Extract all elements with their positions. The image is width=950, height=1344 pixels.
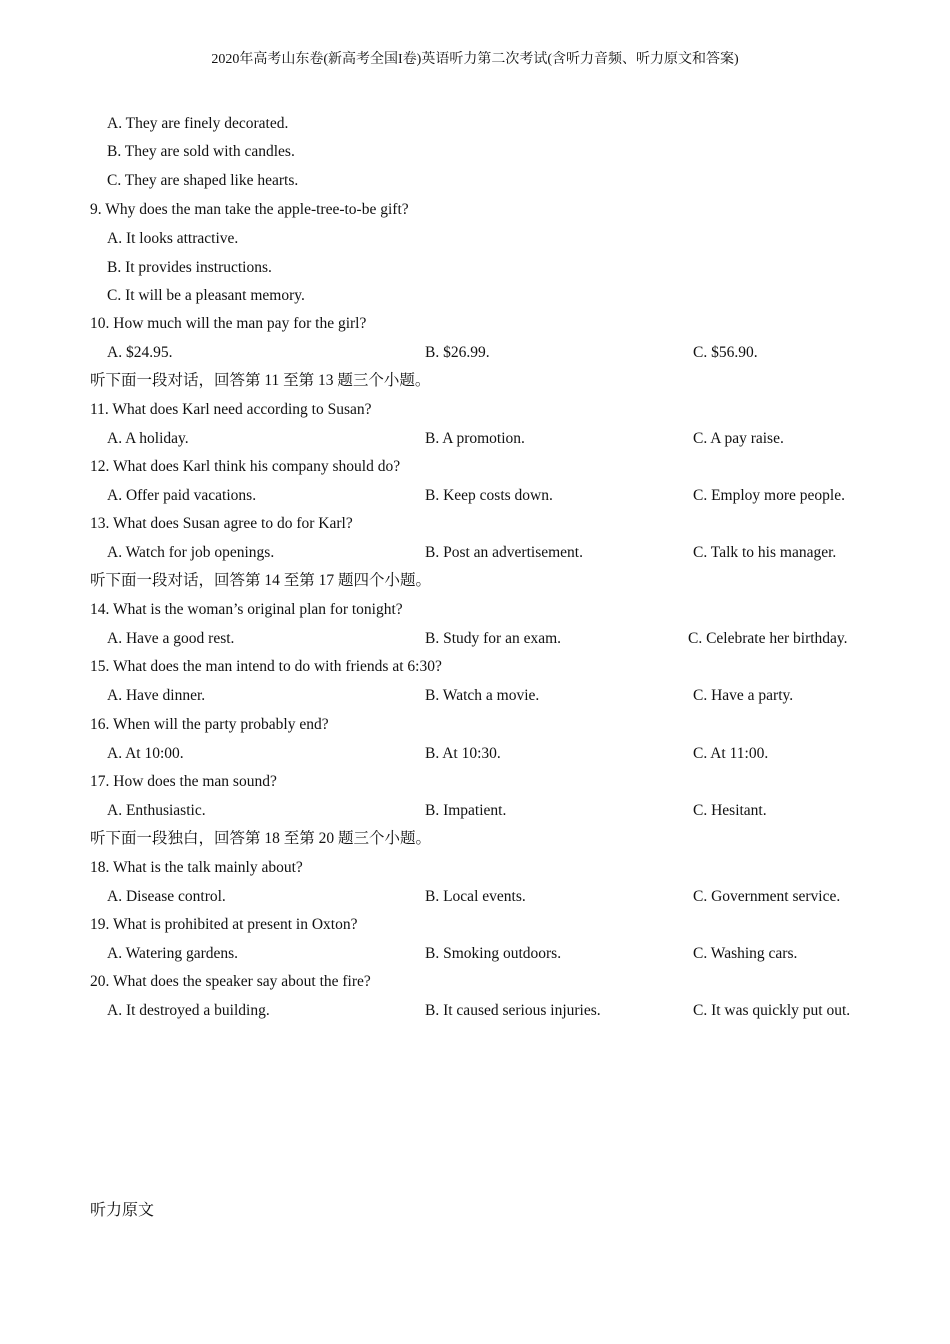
q12-option-b: B. Keep costs down. <box>425 487 553 504</box>
q13-option-c: C. Talk to his manager. <box>693 544 837 561</box>
q8-option-c: C. They are shaped like hearts. <box>107 172 299 189</box>
page-header: 2020年高考山东卷(新高考全国I卷)英语听力第二次考试(含听力音频、听力原文和答案) <box>211 52 739 67</box>
q10-option-c: C. $56.90. <box>693 344 758 361</box>
q19-option-b: B. Smoking outdoors. <box>425 945 562 962</box>
q17-question: 17. How does the man sound? <box>90 773 277 790</box>
q12-option-c: C. Employ more people. <box>693 487 845 504</box>
q12-option-a: A. Offer paid vacations. <box>107 487 257 504</box>
q9-option-c: C. It will be a pleasant memory. <box>107 287 305 304</box>
q13-option-a: A. Watch for job openings. <box>107 544 275 561</box>
q16-question: 16. When will the party probably end? <box>90 716 329 733</box>
q10-option-a: A. $24.95. <box>107 344 173 361</box>
q10-option-b: B. $26.99. <box>425 344 490 361</box>
q20-question: 20. What does the speaker say about the fire? <box>90 973 371 990</box>
q18-question: 18. What is the talk mainly about? <box>90 859 303 876</box>
section-instruction-11-13: 听下面一段对话，回答第 11 至第 13 题三个小题。 <box>90 372 431 389</box>
q14-option-c: C. Celebrate her birthday. <box>688 630 848 647</box>
q11-question: 11. What does Karl need according to Susan? <box>90 401 372 418</box>
q18-option-c: C. Government service. <box>693 888 841 905</box>
q20-option-a: A. It destroyed a building. <box>107 1002 270 1019</box>
q11-option-c: C. A pay raise. <box>693 430 784 447</box>
q18-option-b: B. Local events. <box>425 888 526 905</box>
q16-option-a: A. At 10:00. <box>107 745 184 762</box>
q20-option-b: B. It caused serious injuries. <box>425 1002 601 1019</box>
q14-question: 14. What is the woman’s original plan for tonight? <box>90 601 403 618</box>
q17-option-c: C. Hesitant. <box>693 802 767 819</box>
q15-option-c: C. Have a party. <box>693 687 794 704</box>
q9-option-a: A. It looks attractive. <box>107 230 239 247</box>
transcript-heading: 听力原文 <box>90 1202 155 1219</box>
q14-option-b: B. Study for an exam. <box>425 630 562 647</box>
q15-question: 15. What does the man intend to do with friends at 6:30? <box>90 658 442 675</box>
q8-option-a: A. They are finely decorated. <box>107 115 289 132</box>
q15-option-b: B. Watch a movie. <box>425 687 540 704</box>
q11-option-b: B. A promotion. <box>425 430 525 447</box>
q12-question: 12. What does Karl think his company should do? <box>90 458 401 475</box>
q13-option-b: B. Post an advertisement. <box>425 544 583 561</box>
q15-option-a: A. Have dinner. <box>107 687 206 704</box>
q10-question: 10. How much will the man pay for the girl? <box>90 315 367 332</box>
q11-option-a: A. A holiday. <box>107 430 189 447</box>
q16-option-b: B. At 10:30. <box>425 745 501 762</box>
q18-option-a: A. Disease control. <box>107 888 226 905</box>
q9-option-b: B. It provides instructions. <box>107 259 272 276</box>
q14-option-a: A. Have a good rest. <box>107 630 235 647</box>
q19-question: 19. What is prohibited at present in Oxton? <box>90 916 358 933</box>
q8-option-b: B. They are sold with candles. <box>107 143 295 160</box>
q17-option-a: A. Enthusiastic. <box>107 802 206 819</box>
q9-question: 9. Why does the man take the apple-tree-to-be gift? <box>90 201 409 218</box>
q13-question: 13. What does Susan agree to do for Karl? <box>90 515 353 532</box>
q17-option-b: B. Impatient. <box>425 802 507 819</box>
q20-option-c: C. It was quickly put out. <box>693 1002 851 1019</box>
section-instruction-14-17: 听下面一段对话，回答第 14 至第 17 题四个小题。 <box>90 572 432 589</box>
q16-option-c: C. At 11:00. <box>693 745 769 762</box>
section-instruction-18-20: 听下面一段独白，回答第 18 至第 20 题三个小题。 <box>90 830 432 847</box>
q19-option-c: C. Washing cars. <box>693 945 798 962</box>
q19-option-a: A. Watering gardens. <box>107 945 239 962</box>
